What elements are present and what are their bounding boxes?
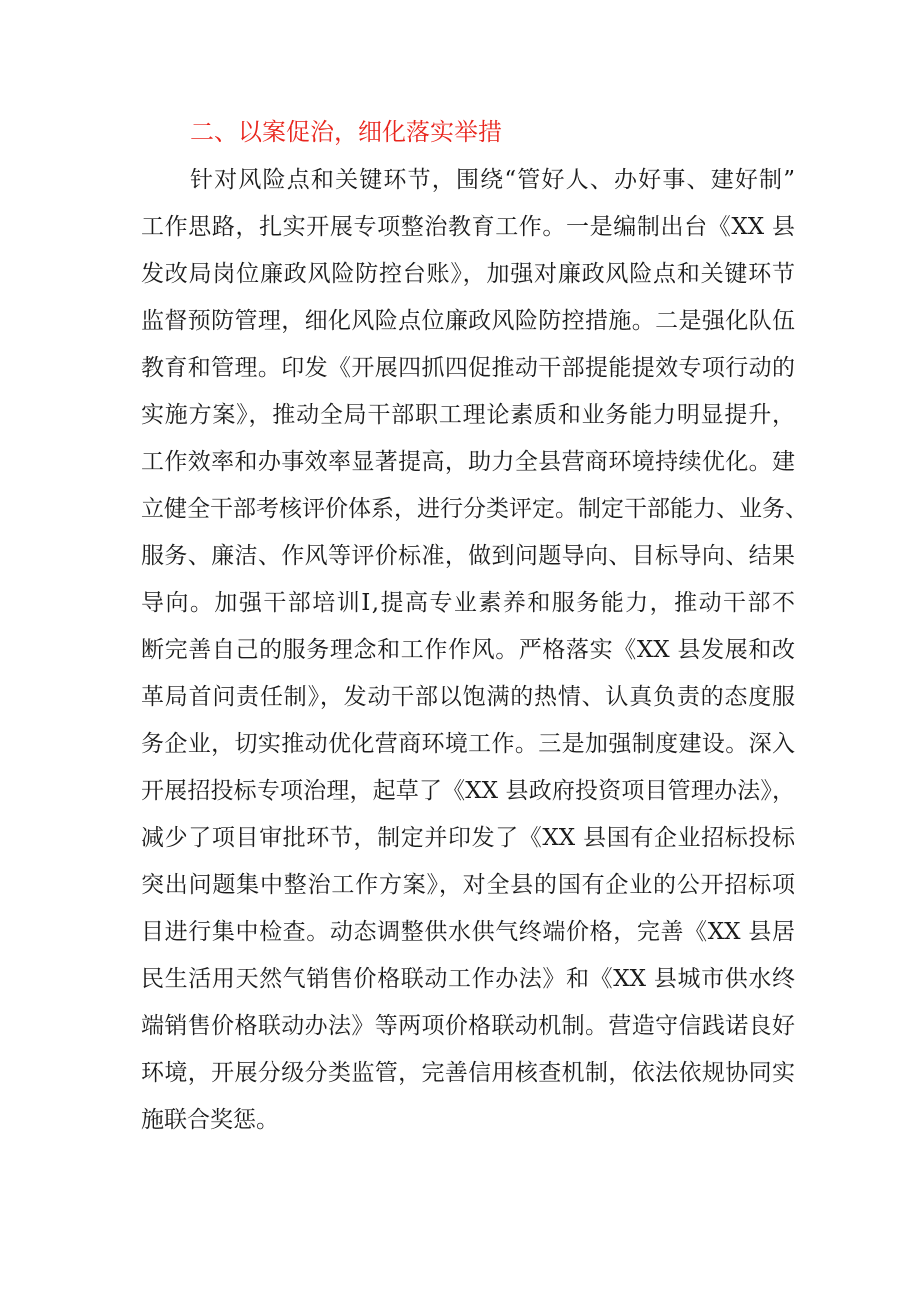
paragraph-line-17: 目进行集中检查。动态调整供水供气终端价格，完善《XX 县居 (141, 919, 795, 945)
paragraph-line-10: 导向。加强干部培训Ⅰ,提高专业素养和服务能力，推动干部不 (141, 590, 795, 616)
paragraph-line-7: 工作效率和办事效率显著提高，助力全县营商环境持续优化。建 (141, 449, 795, 475)
paragraph-line-18: 民生活用天然气销售价格联动工作办法》和《XX 县城市供水终 (141, 966, 795, 992)
paragraph-line-6: 实施方案》，推动全局干部职工理论素质和业务能力明显提升， (141, 402, 795, 428)
paragraph-line-2: 工作思路，扎实开展专项整治教育工作。一是编制出台《XX 县 (141, 214, 795, 240)
paragraph-line-9: 服务、廉洁、作风等评价标准，做到问题导向、目标导向、结果 (141, 543, 795, 569)
paragraph-line-15: 减少了项目审批环节，制定并印发了《XX 县国有企业招标投标 (141, 825, 795, 851)
paragraph-line-13: 务企业，切实推动优化营商环境工作。三是加强制度建设。深入 (141, 731, 795, 757)
paragraph-line-1: 针对风险点和关键环节，围绕“管好人、办好事、建好制” (190, 167, 795, 193)
paragraph-line-20: 环境，开展分级分类监管，完善信用核查机制，依法依规协同实 (141, 1060, 795, 1086)
paragraph-line-11: 断完善自己的服务理念和工作作风。严格落实《XX 县发展和改 (141, 637, 795, 663)
paragraph-line-16: 突出问题集中整治工作方案》，对全县的国有企业的公开招标项 (141, 872, 795, 898)
paragraph-line-8: 立健全干部考核评价体系，进行分类评定。制定干部能力、业务、 (141, 496, 808, 522)
paragraph-line-4: 监督预防管理，细化风险点位廉政风险防控措施。二是强化队伍 (141, 308, 795, 334)
paragraph-line-3: 发改局岗位廉政风险防控台账》，加强对廉政风险点和关键环节 (141, 261, 795, 287)
paragraph-line-5: 教育和管理。印发《开展四抓四促推动干部提能提效专项行动的 (141, 355, 795, 381)
paragraph-line-21: 施联合奖惩。 (141, 1107, 279, 1133)
paragraph-line-19: 端销售价格联动办法》等两项价格联动机制。营造守信践诺良好 (141, 1013, 795, 1039)
section-heading: 二、以案促治，细化落实举措 (190, 118, 502, 146)
paragraph-line-14: 开展招投标专项治理，起草了《XX 县政府投资项目管理办法》， (141, 778, 795, 804)
paragraph-line-12: 革局首问责任制》，发动干部以饱满的热情、认真负责的态度服 (141, 684, 795, 710)
